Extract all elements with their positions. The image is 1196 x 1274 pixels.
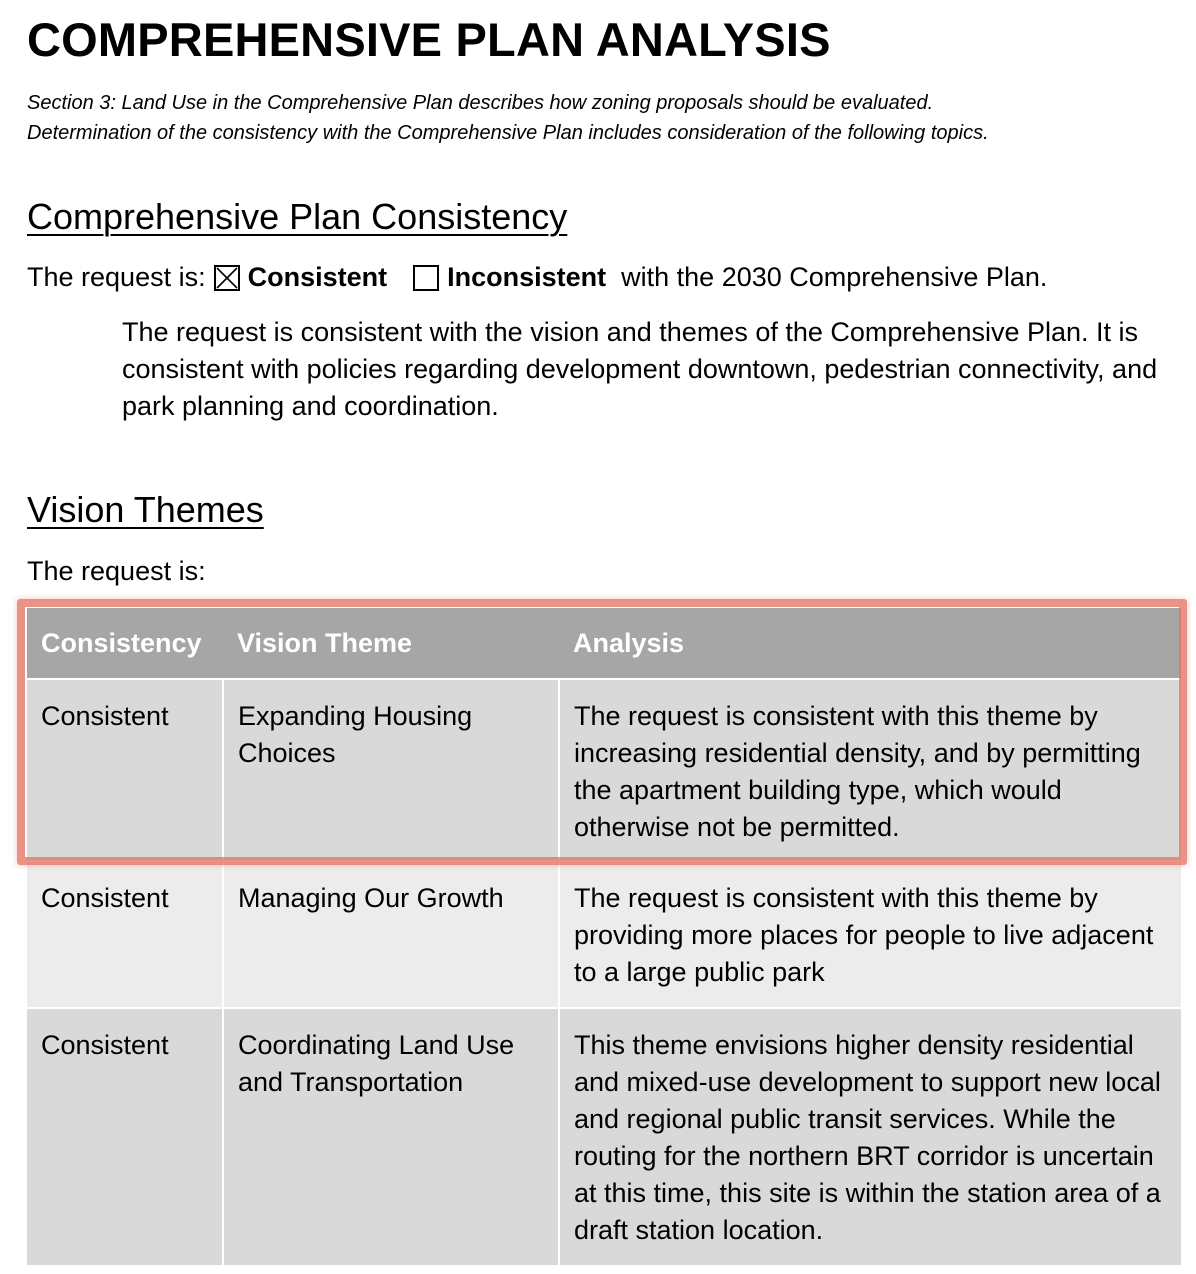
table-row [27,861,1181,1008]
intro-line: Determination of the consistency with the Comprehensive Plan includes consideration of the following topics. [27,122,989,144]
consistency-summary: The request is consistent with the vision and themes of the Comprehensive Plan. It is consistent with policies regarding development downtown, pedestrian connectivity, and park planning and coordination. [122,317,1158,421]
option-consistent-label: Consistent [247,262,388,292]
intro-text [27,88,989,148]
cell-consistency: Consistent [27,861,223,1008]
table-header-row [27,608,1181,679]
cell-analysis: The request is consistent with this theme by providing more places for people to live adjacent to a large public park [559,861,1181,1008]
cell-theme: Managing Our Growth [223,861,559,1008]
page-title: COMPREHENSIVE PLAN ANALYSIS [27,13,831,66]
header-vision-theme: Vision Theme [223,608,559,679]
vision-themes-heading: Vision Themes [27,489,264,530]
cell-consistency: Consistent [27,1008,223,1265]
table-row [27,679,1181,861]
header-consistency: Consistency [27,608,223,679]
table-row [27,1008,1181,1265]
option-inconsistent-label: Inconsistent [447,262,607,292]
cell-consistency: Consistent [27,679,223,861]
cell-analysis: The request is consistent with this theme by increasing residential density, and by permitting the apartment building type, which would otherwise not be permitted. [559,679,1181,861]
checkbox-unchecked-icon[interactable] [413,265,439,291]
cell-theme: Expanding Housing Choices [223,679,559,861]
cell-analysis: This theme envisions higher density residential and mixed-use development to support new local and regional public transit services. While the routing for the northern BRT corridor is uncertain at this time, this site is within the station area of a draft station location. [559,1008,1181,1265]
header-analysis: Analysis [559,608,1181,679]
consistency-request-line [27,262,1047,293]
consistency-heading: Comprehensive Plan Consistency [27,196,568,237]
vision-intro: The request is: [27,556,206,586]
request-prefix: The request is: [27,262,206,292]
vision-themes-table [27,608,1181,1265]
request-suffix: with the 2030 Comprehensive Plan. [621,262,1048,292]
intro-line: Section 3: Land Use in the Comprehensive Plan describes how zoning proposals should be evaluated. [27,92,934,114]
cell-theme: Coordinating Land Use and Transportation [223,1008,559,1265]
checkbox-checked-icon[interactable] [214,265,240,291]
